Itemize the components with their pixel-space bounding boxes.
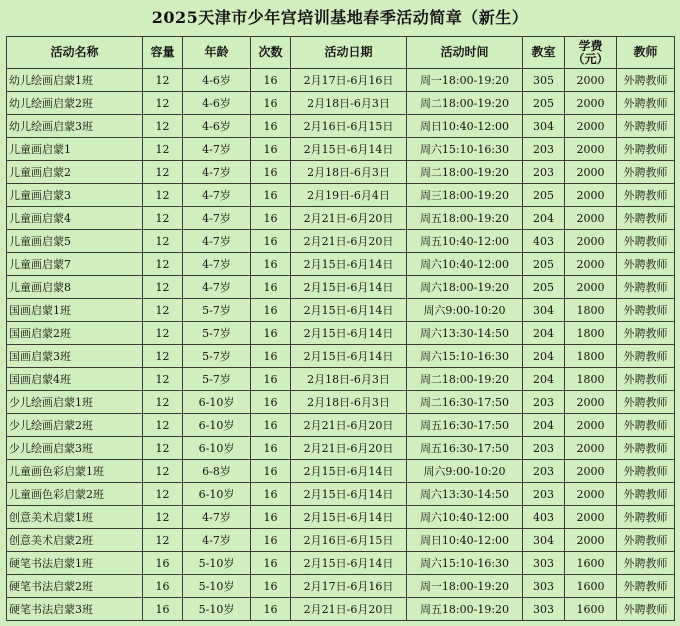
cell-activity-name: 少儿绘画启蒙3班 bbox=[7, 437, 143, 460]
cell-time: 周二18:00-19:20 bbox=[407, 161, 523, 184]
cell-fee: 2000 bbox=[565, 92, 617, 115]
cell-capacity: 12 bbox=[143, 299, 183, 322]
cell-sessions: 16 bbox=[251, 138, 291, 161]
page-title: 2025天津市少年宫培训基地春季活动简章（新生） bbox=[151, 8, 529, 27]
cell-room: 303 bbox=[523, 598, 565, 621]
cell-sessions: 16 bbox=[251, 184, 291, 207]
cell-dates: 2月21日-6月20日 bbox=[291, 437, 407, 460]
table-row bbox=[7, 368, 675, 391]
cell-teacher: 外聘教师 bbox=[617, 506, 675, 529]
cell-dates: 2月15日-6月14日 bbox=[291, 552, 407, 575]
cell-time: 周日10:40-12:00 bbox=[407, 529, 523, 552]
header-age: 年龄 bbox=[183, 37, 251, 69]
cell-fee: 1600 bbox=[565, 598, 617, 621]
cell-fee: 2000 bbox=[565, 207, 617, 230]
cell-activity-name: 幼儿绘画启蒙2班 bbox=[7, 92, 143, 115]
cell-time: 周二18:00-19:20 bbox=[407, 368, 523, 391]
cell-sessions: 16 bbox=[251, 161, 291, 184]
cell-room: 304 bbox=[523, 529, 565, 552]
cell-time: 周二18:00-19:20 bbox=[407, 92, 523, 115]
cell-time: 周六18:00-19:20 bbox=[407, 276, 523, 299]
cell-sessions: 16 bbox=[251, 529, 291, 552]
cell-teacher: 外聘教师 bbox=[617, 253, 675, 276]
cell-sessions: 16 bbox=[251, 414, 291, 437]
header-dates: 活动日期 bbox=[291, 37, 407, 69]
cell-fee: 1800 bbox=[565, 322, 617, 345]
cell-room: 204 bbox=[523, 414, 565, 437]
cell-dates: 2月19日-6月4日 bbox=[291, 184, 407, 207]
cell-capacity: 12 bbox=[143, 115, 183, 138]
cell-dates: 2月18日-6月3日 bbox=[291, 161, 407, 184]
cell-teacher: 外聘教师 bbox=[617, 322, 675, 345]
cell-sessions: 16 bbox=[251, 460, 291, 483]
cell-teacher: 外聘教师 bbox=[617, 598, 675, 621]
cell-activity-name: 儿童画启蒙8 bbox=[7, 276, 143, 299]
cell-activity-name: 硬笔书法启蒙2班 bbox=[7, 575, 143, 598]
cell-activity-name: 儿童画色彩启蒙2班 bbox=[7, 483, 143, 506]
cell-age: 4-7岁 bbox=[183, 184, 251, 207]
cell-activity-name: 国画启蒙4班 bbox=[7, 368, 143, 391]
cell-room: 304 bbox=[523, 299, 565, 322]
table-row bbox=[7, 529, 675, 552]
cell-teacher: 外聘教师 bbox=[617, 184, 675, 207]
cell-age: 6-10岁 bbox=[183, 391, 251, 414]
cell-time: 周一18:00-19:20 bbox=[407, 575, 523, 598]
cell-age: 4-7岁 bbox=[183, 276, 251, 299]
cell-fee: 2000 bbox=[565, 414, 617, 437]
cell-activity-name: 硬笔书法启蒙3班 bbox=[7, 598, 143, 621]
cell-teacher: 外聘教师 bbox=[617, 138, 675, 161]
cell-fee: 1600 bbox=[565, 575, 617, 598]
cell-room: 205 bbox=[523, 92, 565, 115]
table-row bbox=[7, 299, 675, 322]
cell-time: 周六10:40-12:00 bbox=[407, 253, 523, 276]
cell-fee: 2000 bbox=[565, 437, 617, 460]
cell-time: 周六13:30-14:50 bbox=[407, 322, 523, 345]
header-fee bbox=[565, 37, 617, 69]
cell-teacher: 外聘教师 bbox=[617, 391, 675, 414]
cell-sessions: 16 bbox=[251, 345, 291, 368]
cell-fee: 1800 bbox=[565, 368, 617, 391]
cell-activity-name: 儿童画色彩启蒙1班 bbox=[7, 460, 143, 483]
cell-dates: 2月21日-6月20日 bbox=[291, 230, 407, 253]
cell-teacher: 外聘教师 bbox=[617, 437, 675, 460]
header-room: 教室 bbox=[523, 37, 565, 69]
cell-capacity: 12 bbox=[143, 230, 183, 253]
header-fee-line2: （元） bbox=[572, 51, 609, 66]
cell-capacity: 12 bbox=[143, 483, 183, 506]
cell-room: 203 bbox=[523, 161, 565, 184]
cell-room: 204 bbox=[523, 345, 565, 368]
cell-fee: 2000 bbox=[565, 253, 617, 276]
cell-fee: 2000 bbox=[565, 115, 617, 138]
cell-room: 205 bbox=[523, 253, 565, 276]
cell-room: 204 bbox=[523, 207, 565, 230]
cell-dates: 2月15日-6月14日 bbox=[291, 460, 407, 483]
cell-age: 4-7岁 bbox=[183, 207, 251, 230]
cell-activity-name: 硬笔书法启蒙1班 bbox=[7, 552, 143, 575]
cell-time: 周六15:10-16:30 bbox=[407, 552, 523, 575]
table-row bbox=[7, 115, 675, 138]
cell-sessions: 16 bbox=[251, 552, 291, 575]
schedule-table bbox=[6, 36, 675, 621]
cell-dates: 2月21日-6月20日 bbox=[291, 414, 407, 437]
cell-sessions: 16 bbox=[251, 322, 291, 345]
cell-dates: 2月17日-6月16日 bbox=[291, 575, 407, 598]
cell-activity-name: 儿童画启蒙7 bbox=[7, 253, 143, 276]
header-time: 活动时间 bbox=[407, 37, 523, 69]
cell-teacher: 外聘教师 bbox=[617, 161, 675, 184]
cell-sessions: 16 bbox=[251, 391, 291, 414]
cell-capacity: 12 bbox=[143, 391, 183, 414]
cell-age: 4-7岁 bbox=[183, 506, 251, 529]
cell-time: 周五16:30-17:50 bbox=[407, 414, 523, 437]
cell-room: 303 bbox=[523, 552, 565, 575]
cell-age: 4-7岁 bbox=[183, 230, 251, 253]
table-row bbox=[7, 483, 675, 506]
cell-age: 4-7岁 bbox=[183, 138, 251, 161]
cell-time: 周六15:10-16:30 bbox=[407, 345, 523, 368]
cell-room: 303 bbox=[523, 575, 565, 598]
cell-age: 5-7岁 bbox=[183, 368, 251, 391]
cell-capacity: 12 bbox=[143, 161, 183, 184]
cell-teacher: 外聘教师 bbox=[617, 276, 675, 299]
cell-room: 205 bbox=[523, 276, 565, 299]
cell-teacher: 外聘教师 bbox=[617, 69, 675, 92]
table-row bbox=[7, 230, 675, 253]
cell-capacity: 16 bbox=[143, 552, 183, 575]
cell-age: 4-7岁 bbox=[183, 161, 251, 184]
cell-room: 204 bbox=[523, 368, 565, 391]
cell-capacity: 12 bbox=[143, 184, 183, 207]
cell-teacher: 外聘教师 bbox=[617, 299, 675, 322]
cell-capacity: 12 bbox=[143, 253, 183, 276]
table-row bbox=[7, 552, 675, 575]
cell-time: 周六9:00-10:20 bbox=[407, 460, 523, 483]
cell-fee: 2000 bbox=[565, 506, 617, 529]
cell-age: 5-10岁 bbox=[183, 575, 251, 598]
cell-dates: 2月16日-6月15日 bbox=[291, 115, 407, 138]
cell-fee: 2000 bbox=[565, 184, 617, 207]
table-body bbox=[7, 69, 675, 621]
cell-time: 周二16:30-17:50 bbox=[407, 391, 523, 414]
cell-sessions: 16 bbox=[251, 69, 291, 92]
cell-dates: 2月18日-6月3日 bbox=[291, 368, 407, 391]
cell-capacity: 12 bbox=[143, 414, 183, 437]
cell-dates: 2月16日-6月15日 bbox=[291, 529, 407, 552]
cell-time: 周日10:40-12:00 bbox=[407, 115, 523, 138]
cell-fee: 2000 bbox=[565, 161, 617, 184]
cell-capacity: 12 bbox=[143, 529, 183, 552]
cell-sessions: 16 bbox=[251, 506, 291, 529]
cell-dates: 2月15日-6月14日 bbox=[291, 138, 407, 161]
cell-room: 204 bbox=[523, 322, 565, 345]
table-row bbox=[7, 138, 675, 161]
table-row bbox=[7, 414, 675, 437]
cell-capacity: 12 bbox=[143, 437, 183, 460]
cell-time: 周六10:40-12:00 bbox=[407, 506, 523, 529]
cell-fee: 1800 bbox=[565, 345, 617, 368]
cell-capacity: 12 bbox=[143, 207, 183, 230]
cell-sessions: 16 bbox=[251, 230, 291, 253]
cell-fee: 2000 bbox=[565, 460, 617, 483]
cell-dates: 2月21日-6月20日 bbox=[291, 207, 407, 230]
cell-fee: 2000 bbox=[565, 138, 617, 161]
cell-age: 6-10岁 bbox=[183, 483, 251, 506]
cell-sessions: 16 bbox=[251, 92, 291, 115]
cell-sessions: 16 bbox=[251, 368, 291, 391]
cell-sessions: 16 bbox=[251, 115, 291, 138]
cell-room: 304 bbox=[523, 115, 565, 138]
header-sessions: 次数 bbox=[251, 37, 291, 69]
header-capacity: 容量 bbox=[143, 37, 183, 69]
cell-age: 6-10岁 bbox=[183, 437, 251, 460]
cell-capacity: 12 bbox=[143, 92, 183, 115]
cell-fee: 2000 bbox=[565, 483, 617, 506]
cell-fee: 2000 bbox=[565, 391, 617, 414]
cell-capacity: 12 bbox=[143, 506, 183, 529]
cell-age: 5-7岁 bbox=[183, 322, 251, 345]
cell-room: 203 bbox=[523, 391, 565, 414]
cell-activity-name: 儿童画启蒙2 bbox=[7, 161, 143, 184]
cell-age: 6-8岁 bbox=[183, 460, 251, 483]
cell-capacity: 12 bbox=[143, 69, 183, 92]
cell-capacity: 12 bbox=[143, 345, 183, 368]
cell-sessions: 16 bbox=[251, 483, 291, 506]
cell-activity-name: 幼儿绘画启蒙1班 bbox=[7, 69, 143, 92]
cell-time: 周五18:00-19:20 bbox=[407, 598, 523, 621]
cell-room: 203 bbox=[523, 460, 565, 483]
table-header-row bbox=[7, 37, 675, 69]
cell-teacher: 外聘教师 bbox=[617, 575, 675, 598]
cell-dates: 2月15日-6月14日 bbox=[291, 506, 407, 529]
cell-age: 5-7岁 bbox=[183, 345, 251, 368]
cell-age: 4-6岁 bbox=[183, 92, 251, 115]
cell-fee: 2000 bbox=[565, 230, 617, 253]
cell-age: 6-10岁 bbox=[183, 414, 251, 437]
header-teacher: 教师 bbox=[617, 37, 675, 69]
cell-age: 4-6岁 bbox=[183, 69, 251, 92]
cell-time: 周六15:10-16:30 bbox=[407, 138, 523, 161]
cell-teacher: 外聘教师 bbox=[617, 414, 675, 437]
header-fee-line1: 学费 bbox=[578, 38, 603, 53]
table-row bbox=[7, 322, 675, 345]
cell-teacher: 外聘教师 bbox=[617, 460, 675, 483]
table-row bbox=[7, 253, 675, 276]
cell-teacher: 外聘教师 bbox=[617, 115, 675, 138]
cell-sessions: 16 bbox=[251, 437, 291, 460]
cell-teacher: 外聘教师 bbox=[617, 345, 675, 368]
table-row bbox=[7, 161, 675, 184]
table-row bbox=[7, 184, 675, 207]
cell-sessions: 16 bbox=[251, 253, 291, 276]
cell-teacher: 外聘教师 bbox=[617, 207, 675, 230]
cell-capacity: 12 bbox=[143, 276, 183, 299]
cell-dates: 2月18日-6月3日 bbox=[291, 92, 407, 115]
cell-dates: 2月15日-6月14日 bbox=[291, 253, 407, 276]
cell-time: 周五16:30-17:50 bbox=[407, 437, 523, 460]
cell-capacity: 12 bbox=[143, 460, 183, 483]
cell-activity-name: 儿童画启蒙5 bbox=[7, 230, 143, 253]
table-row bbox=[7, 575, 675, 598]
cell-dates: 2月15日-6月14日 bbox=[291, 322, 407, 345]
cell-room: 203 bbox=[523, 437, 565, 460]
cell-sessions: 16 bbox=[251, 207, 291, 230]
table-row bbox=[7, 207, 675, 230]
table-row bbox=[7, 345, 675, 368]
cell-capacity: 12 bbox=[143, 368, 183, 391]
cell-room: 205 bbox=[523, 184, 565, 207]
cell-fee: 1600 bbox=[565, 552, 617, 575]
cell-teacher: 外聘教师 bbox=[617, 92, 675, 115]
cell-activity-name: 儿童画启蒙3 bbox=[7, 184, 143, 207]
cell-time: 周三18:00-19:20 bbox=[407, 184, 523, 207]
cell-age: 5-10岁 bbox=[183, 598, 251, 621]
cell-age: 5-10岁 bbox=[183, 552, 251, 575]
table-row bbox=[7, 598, 675, 621]
cell-fee: 1800 bbox=[565, 299, 617, 322]
cell-teacher: 外聘教师 bbox=[617, 529, 675, 552]
cell-fee: 2000 bbox=[565, 529, 617, 552]
table-row bbox=[7, 391, 675, 414]
cell-activity-name: 国画启蒙2班 bbox=[7, 322, 143, 345]
table-row bbox=[7, 92, 675, 115]
cell-dates: 2月15日-6月14日 bbox=[291, 276, 407, 299]
cell-time: 周六9:00-10:20 bbox=[407, 299, 523, 322]
table-row bbox=[7, 69, 675, 92]
cell-time: 周一18:00-19:20 bbox=[407, 69, 523, 92]
cell-room: 305 bbox=[523, 69, 565, 92]
cell-sessions: 16 bbox=[251, 598, 291, 621]
table-row bbox=[7, 276, 675, 299]
cell-room: 203 bbox=[523, 483, 565, 506]
cell-fee: 2000 bbox=[565, 69, 617, 92]
cell-age: 4-7岁 bbox=[183, 529, 251, 552]
cell-age: 5-7岁 bbox=[183, 299, 251, 322]
cell-capacity: 16 bbox=[143, 575, 183, 598]
cell-capacity: 16 bbox=[143, 598, 183, 621]
cell-dates: 2月15日-6月14日 bbox=[291, 345, 407, 368]
table-row bbox=[7, 460, 675, 483]
cell-time: 周五18:00-19:20 bbox=[407, 207, 523, 230]
cell-teacher: 外聘教师 bbox=[617, 483, 675, 506]
cell-age: 4-6岁 bbox=[183, 115, 251, 138]
cell-dates: 2月18日-6月3日 bbox=[291, 391, 407, 414]
cell-capacity: 12 bbox=[143, 138, 183, 161]
cell-activity-name: 创意美术启蒙2班 bbox=[7, 529, 143, 552]
cell-activity-name: 少儿绘画启蒙1班 bbox=[7, 391, 143, 414]
cell-room: 403 bbox=[523, 230, 565, 253]
table-row bbox=[7, 506, 675, 529]
cell-sessions: 16 bbox=[251, 575, 291, 598]
cell-dates: 2月15日-6月14日 bbox=[291, 483, 407, 506]
cell-room: 203 bbox=[523, 138, 565, 161]
cell-time: 周六13:30-14:50 bbox=[407, 483, 523, 506]
cell-activity-name: 国画启蒙3班 bbox=[7, 345, 143, 368]
cell-activity-name: 儿童画启蒙1 bbox=[7, 138, 143, 161]
cell-teacher: 外聘教师 bbox=[617, 230, 675, 253]
cell-activity-name: 国画启蒙1班 bbox=[7, 299, 143, 322]
cell-capacity: 12 bbox=[143, 322, 183, 345]
cell-dates: 2月17日-6月16日 bbox=[291, 69, 407, 92]
cell-activity-name: 儿童画启蒙4 bbox=[7, 207, 143, 230]
cell-teacher: 外聘教师 bbox=[617, 368, 675, 391]
cell-dates: 2月15日-6月14日 bbox=[291, 299, 407, 322]
cell-dates: 2月21日-6月20日 bbox=[291, 598, 407, 621]
cell-teacher: 外聘教师 bbox=[617, 552, 675, 575]
cell-activity-name: 少儿绘画启蒙2班 bbox=[7, 414, 143, 437]
header-activity-name: 活动名称 bbox=[7, 37, 143, 69]
cell-sessions: 16 bbox=[251, 299, 291, 322]
cell-sessions: 16 bbox=[251, 276, 291, 299]
cell-fee: 2000 bbox=[565, 276, 617, 299]
cell-activity-name: 幼儿绘画启蒙3班 bbox=[7, 115, 143, 138]
cell-time: 周五10:40-12:00 bbox=[407, 230, 523, 253]
cell-age: 4-7岁 bbox=[183, 253, 251, 276]
cell-room: 403 bbox=[523, 506, 565, 529]
cell-activity-name: 创意美术启蒙1班 bbox=[7, 506, 143, 529]
table-row bbox=[7, 437, 675, 460]
